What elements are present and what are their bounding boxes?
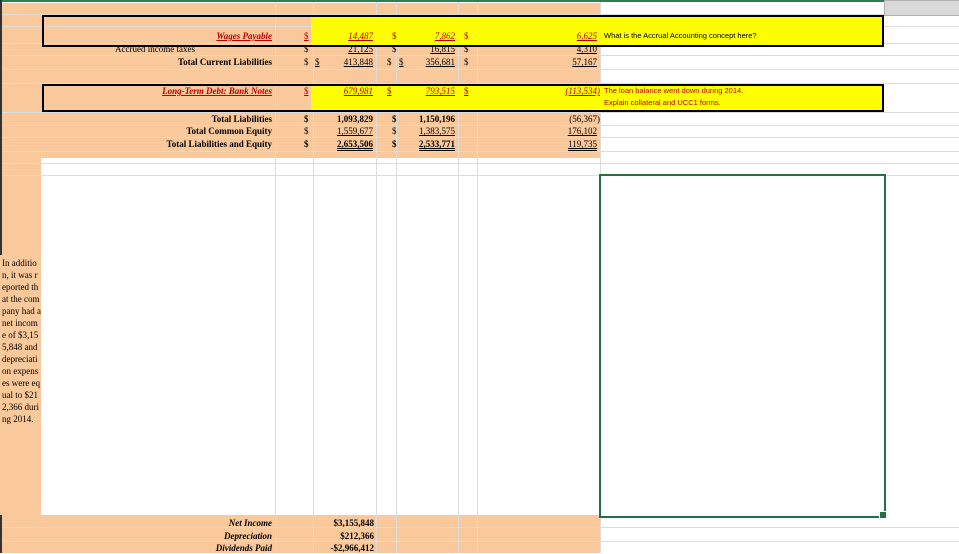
tle-v1[interactable]: 2,653,506 [337,139,373,149]
tcl-sym3: $ [464,57,469,67]
wages-v1[interactable]: 14,487 [348,31,373,41]
tce-sym1: $ [304,126,309,136]
top-right-cell[interactable] [884,0,959,16]
tl-label[interactable]: Total Liabilities [211,114,272,124]
dividends-label[interactable]: Dividends Paid [215,543,272,553]
tcl-v2[interactable]: 356,681 [425,57,455,67]
tcl-diff[interactable]: 57,167 [572,57,597,67]
tcl-sym1b: $ [315,57,320,67]
blank-area [41,158,600,515]
ltd-v2[interactable]: 793,515 [425,86,455,96]
dividends-value[interactable]: -$2,966,412 [330,543,374,553]
selected-range[interactable] [599,174,886,518]
ltd-v1[interactable]: 679,981 [343,86,373,96]
tle-sym2: $ [392,139,397,149]
wages-sym3: $ [464,31,469,41]
depreciation-label[interactable]: Depreciation [224,531,272,541]
tce-sym2: $ [392,126,397,136]
wages-payable-label[interactable]: Wages Payable [216,31,272,41]
tcl-label[interactable]: Total Current Liabilities [177,57,272,67]
net-income-value[interactable]: $3,155,848 [333,518,374,528]
ltd-note-2[interactable]: Explain collateral and UCC1 forms. [604,98,721,107]
tce-label[interactable]: Total Common Equity [186,126,272,136]
tl-sym1: $ [304,114,309,124]
tcl-v1[interactable]: 413,848 [343,57,373,67]
tl-diff[interactable]: (56,367) [569,114,600,124]
fill-handle[interactable] [879,511,887,519]
accrued-sym1: $ [304,44,309,54]
tcl-sym1: $ [304,57,309,67]
wages-diff[interactable]: 6,625 [576,31,597,41]
tce-v1[interactable]: 1,559,677 [337,126,373,136]
tcl-sym2b: $ [399,57,404,67]
ltd-diff[interactable]: (113,534) [565,86,600,96]
tce-diff[interactable]: 176,102 [567,126,597,136]
accrued-v2[interactable]: 16,815 [430,44,455,54]
wages-sym1: $ [304,31,309,41]
ltd-sym3: $ [464,86,469,96]
accrued-v1[interactable]: 21,125 [348,44,373,54]
ltd-label[interactable]: Long-Term Debt: Bank Notes [162,86,272,96]
wages-v2[interactable]: 7,862 [434,31,455,41]
tl-v1[interactable]: 1,093,829 [337,114,373,124]
tl-v2[interactable]: 1,150,196 [419,114,455,124]
accrued-taxes-label[interactable]: Accrued income taxes [115,44,195,54]
tle-diff[interactable]: 119,735 [568,139,597,149]
tle-v2[interactable]: 2,533,771 [419,139,455,149]
net-income-label[interactable]: Net Income [228,518,272,528]
ltd-sym2: $ [387,86,392,96]
top-border-line [0,0,884,2]
ltd-note-1[interactable]: The loan balance went down during 2014. [604,86,744,95]
depreciation-value[interactable]: $212,366 [340,531,374,541]
tl-sym2: $ [392,114,397,124]
tcl-sym2: $ [387,57,392,67]
side-note-text[interactable]: In addition, it was reported that the company had a net income of $3,155,848 and depreciation expenses were equal to $212,366 during 2014. [2,258,41,424]
accrued-sym3: $ [464,44,469,54]
tle-sym1: $ [304,139,309,149]
accrued-diff[interactable]: 4,310 [576,44,597,54]
tle-label[interactable]: Total Liabilities and Equity [166,139,272,149]
accrued-sym2: $ [392,44,397,54]
wages-sym2: $ [392,31,397,41]
wages-note[interactable]: What is the Accrual Accounting concept here? [604,31,757,40]
tce-v2[interactable]: 1,383,575 [419,126,455,136]
ltd-sym1: $ [304,86,309,96]
